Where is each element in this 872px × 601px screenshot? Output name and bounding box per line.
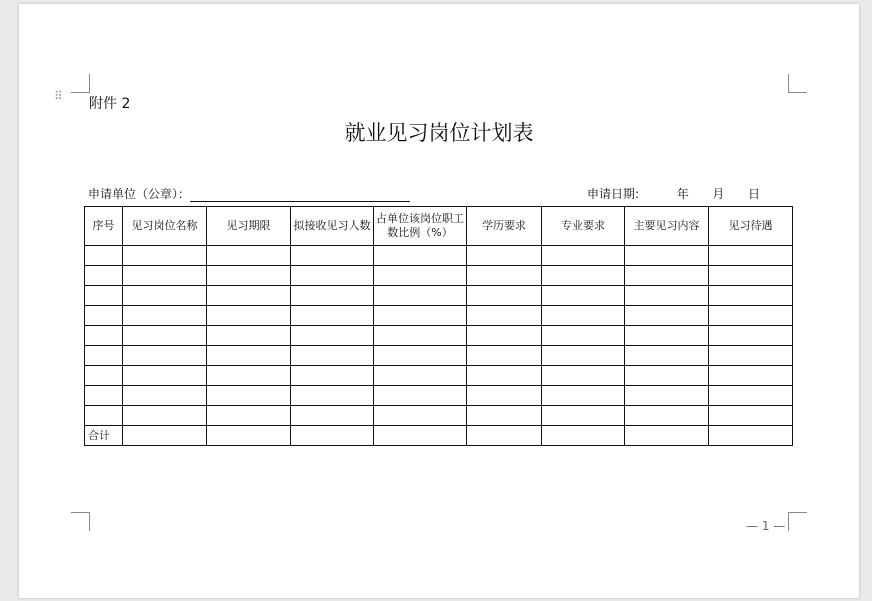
table-cell[interactable] xyxy=(207,426,291,446)
table-cell[interactable] xyxy=(374,386,467,406)
table-cell[interactable] xyxy=(709,406,793,426)
header-cell[interactable]: 序号 xyxy=(85,207,123,246)
table-cell[interactable] xyxy=(467,346,542,366)
table-cell[interactable] xyxy=(625,326,709,346)
table-cell[interactable] xyxy=(123,266,207,286)
table-cell[interactable] xyxy=(291,266,374,286)
attachment-label: 附件 2 xyxy=(89,96,131,112)
table-cell[interactable] xyxy=(709,426,793,446)
table-cell[interactable] xyxy=(709,266,793,286)
table-row xyxy=(85,286,793,306)
table-cell[interactable] xyxy=(291,406,374,426)
table-cell[interactable] xyxy=(85,246,123,266)
header-cell[interactable]: 见习岗位名称 xyxy=(123,207,207,246)
table-cell[interactable] xyxy=(85,366,123,386)
date-day: 日 xyxy=(748,187,761,201)
table-row xyxy=(85,346,793,366)
table-cell[interactable] xyxy=(374,266,467,286)
table-cell[interactable] xyxy=(374,426,467,446)
table-cell[interactable] xyxy=(709,326,793,346)
table-cell[interactable] xyxy=(709,306,793,326)
table-cell[interactable] xyxy=(207,286,291,306)
table-cell[interactable] xyxy=(542,266,625,286)
table-cell[interactable] xyxy=(625,426,709,446)
table-header-row xyxy=(85,207,793,246)
table-row xyxy=(85,386,793,406)
table-cell[interactable] xyxy=(85,266,123,286)
page-title: 就业见习岗位计划表 xyxy=(344,121,534,145)
table-row xyxy=(85,366,793,386)
table-cell[interactable] xyxy=(85,306,123,326)
header-cell[interactable]: 见习期限 xyxy=(207,207,291,246)
table-cell[interactable] xyxy=(625,266,709,286)
plan-table xyxy=(84,206,793,446)
table-cell[interactable] xyxy=(291,346,374,366)
table-cell[interactable] xyxy=(207,266,291,286)
header-cell[interactable]: 学历要求 xyxy=(467,207,542,246)
table-cell[interactable] xyxy=(467,246,542,266)
table-cell[interactable] xyxy=(467,326,542,346)
crop-mark-top-right xyxy=(788,74,807,93)
application-date xyxy=(587,185,760,202)
table-cell[interactable] xyxy=(123,246,207,266)
table-row xyxy=(85,246,793,266)
table-cell[interactable] xyxy=(709,246,793,266)
date-year: 年 xyxy=(676,187,689,201)
table-cell[interactable] xyxy=(207,306,291,326)
table-cell[interactable] xyxy=(291,366,374,386)
table-cell[interactable] xyxy=(123,346,207,366)
table-cell[interactable] xyxy=(291,286,374,306)
table-cell[interactable] xyxy=(123,386,207,406)
table-cell[interactable] xyxy=(625,406,709,426)
table-cell[interactable] xyxy=(709,366,793,386)
table-cell[interactable] xyxy=(291,306,374,326)
table-cell[interactable] xyxy=(542,386,625,406)
table-cell[interactable] xyxy=(374,406,467,426)
table-row xyxy=(85,406,793,426)
crop-mark-bottom-right xyxy=(788,512,807,531)
date-month: 月 xyxy=(712,187,725,201)
table-cell[interactable] xyxy=(123,406,207,426)
table-cell[interactable] xyxy=(123,426,207,446)
table-total-row xyxy=(85,426,793,446)
table-cell[interactable] xyxy=(374,306,467,326)
table-row xyxy=(85,306,793,326)
crop-mark-bottom-left xyxy=(71,512,90,531)
date-label: 申请日期: xyxy=(587,187,640,201)
table-cell[interactable] xyxy=(625,286,709,306)
table-cell[interactable] xyxy=(625,306,709,326)
table-cell[interactable] xyxy=(709,386,793,406)
table-cell[interactable] xyxy=(625,246,709,266)
table-cell[interactable] xyxy=(85,406,123,426)
document-page xyxy=(19,4,859,598)
paragraph-drag-handle-icon[interactable]: ⠿ xyxy=(54,89,64,103)
table-cell[interactable] xyxy=(467,386,542,406)
table-cell[interactable] xyxy=(374,286,467,306)
applicant-label: 申请单位（公章）： xyxy=(88,187,191,201)
table-cell[interactable] xyxy=(709,346,793,366)
header-cell[interactable]: 专业要求 xyxy=(542,207,625,246)
table-cell[interactable] xyxy=(123,366,207,386)
table-cell[interactable] xyxy=(467,366,542,386)
header-cell[interactable]: 占单位该岗位职工数比例（%） xyxy=(374,207,467,246)
table-cell[interactable] xyxy=(542,426,625,446)
applicant-blank[interactable] xyxy=(190,189,410,202)
table-cell[interactable] xyxy=(85,386,123,406)
table-cell[interactable] xyxy=(709,286,793,306)
table-row xyxy=(85,266,793,286)
table-cell[interactable] xyxy=(85,326,123,346)
applicant-line xyxy=(88,185,410,202)
table-cell[interactable] xyxy=(467,426,542,446)
table-cell[interactable] xyxy=(625,366,709,386)
header-cell[interactable]: 拟接收见习人数 xyxy=(291,207,374,246)
table-cell[interactable] xyxy=(123,326,207,346)
table-cell[interactable] xyxy=(542,406,625,426)
table-cell[interactable] xyxy=(207,246,291,266)
table-cell[interactable] xyxy=(542,366,625,386)
table-cell[interactable] xyxy=(542,246,625,266)
table-cell[interactable] xyxy=(207,406,291,426)
table-cell[interactable] xyxy=(291,326,374,346)
table-cell[interactable] xyxy=(542,286,625,306)
table-cell[interactable] xyxy=(123,306,207,326)
header-cell[interactable]: 主要见习内容 xyxy=(625,207,709,246)
table-cell[interactable] xyxy=(291,246,374,266)
table-cell[interactable] xyxy=(291,426,374,446)
table-cell[interactable] xyxy=(542,326,625,346)
header-cell[interactable]: 见习待遇 xyxy=(709,207,793,246)
table-cell[interactable] xyxy=(625,346,709,366)
crop-mark-top-left xyxy=(71,74,90,93)
table-cell[interactable] xyxy=(467,266,542,286)
table-cell[interactable] xyxy=(374,326,467,346)
table-cell[interactable] xyxy=(542,346,625,366)
table-cell[interactable] xyxy=(374,346,467,366)
table-cell[interactable] xyxy=(123,286,207,306)
table-row xyxy=(85,326,793,346)
table-cell[interactable] xyxy=(374,246,467,266)
table-cell[interactable] xyxy=(467,286,542,306)
total-label[interactable]: 合计 xyxy=(85,426,123,446)
table-cell[interactable] xyxy=(467,406,542,426)
table-cell[interactable] xyxy=(374,366,467,386)
table-cell[interactable] xyxy=(291,386,374,406)
table-cell[interactable] xyxy=(625,386,709,406)
table-cell[interactable] xyxy=(207,346,291,366)
table-cell[interactable] xyxy=(542,306,625,326)
table-cell[interactable] xyxy=(85,286,123,306)
table-cell[interactable] xyxy=(467,306,542,326)
table-cell[interactable] xyxy=(207,326,291,346)
page-number: — 1 — xyxy=(746,519,786,533)
table-cell[interactable] xyxy=(207,366,291,386)
table-cell[interactable] xyxy=(207,386,291,406)
table-cell[interactable] xyxy=(85,346,123,366)
